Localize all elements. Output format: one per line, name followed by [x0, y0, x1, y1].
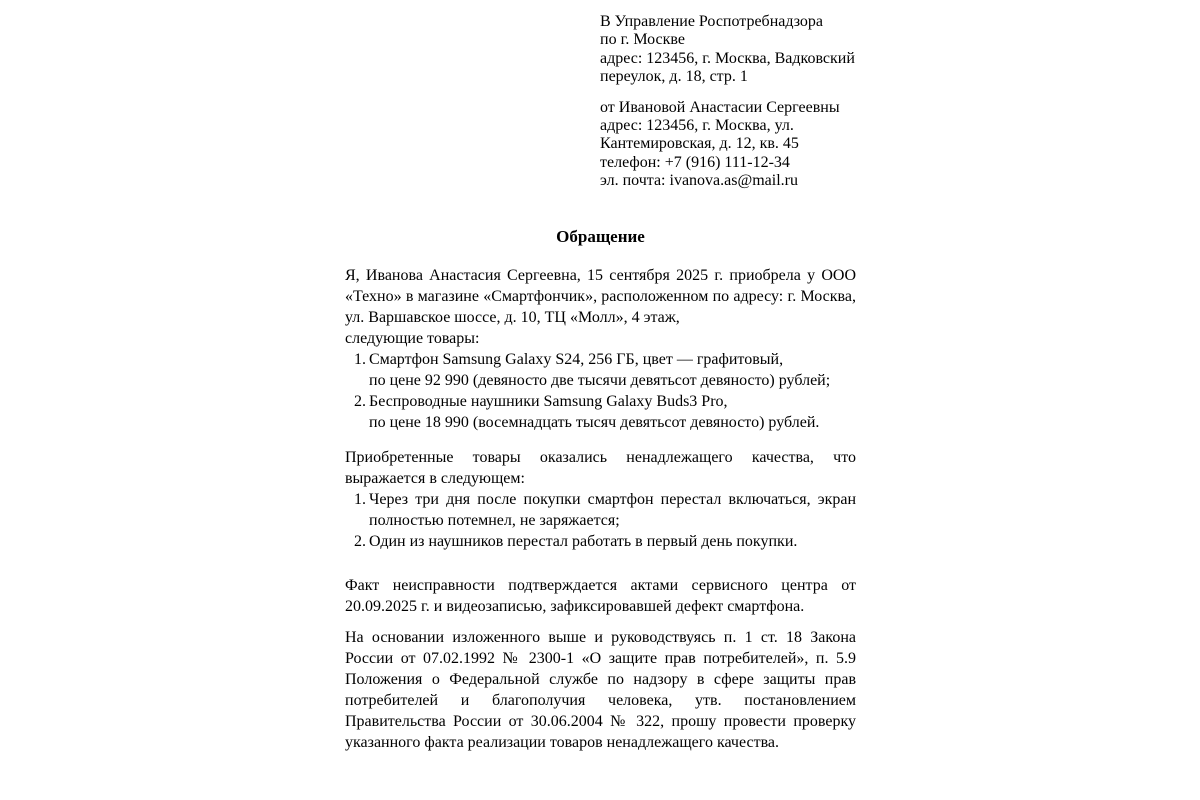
body-line: Правительства России от 30.06.2004 № 322, прошу провести проверку [345, 712, 856, 730]
body-line: Факт неисправности подтверждается актами сервисного центра от [345, 576, 856, 594]
sender-line: от Ивановой Анастасии Сергеевны [600, 98, 840, 116]
body-line: Положения о Федеральной службе по надзору в сфере защиты прав [345, 670, 856, 688]
body-line: потребителей и благополучия человека, утв. постановлением [345, 691, 856, 709]
body-line: следующие товары: [345, 329, 480, 347]
recipient-line: В Управление Роспотребнадзора [600, 13, 824, 30]
evidence-paragraph [345, 575, 856, 617]
recipient-line: по г. Москве [600, 31, 685, 49]
body-line: Приобретенные товары оказались ненадлежащего качества, что [345, 448, 856, 466]
list-item-number: 2. [354, 392, 366, 410]
body-line: указанного факта реализации товаров ненадлежащего качества. [345, 733, 780, 751]
list-item-number: 1. [354, 350, 366, 368]
legal-paragraph [345, 627, 856, 753]
list-item-line: по цене 18 990 (восемнадцать тысяч девятьсот девяносто) рублей. [369, 413, 820, 431]
sender-phone-line: телефон: +7 (916) 111-12-34 [600, 153, 790, 171]
body-line: ул. Варшавское шоссе, д. 10, ТЦ «Молл», 4 этаж, [345, 308, 680, 326]
body-line: «Техно» в магазине «Смартфончик», расположенном по адресу: г. Москва, [345, 287, 856, 305]
list-item-body [369, 531, 856, 552]
list-item [345, 489, 856, 531]
body-line: На основании изложенного выше и руководствуясь п. 1 ст. 18 Закона [345, 628, 856, 646]
sender-line: Кантемировская, д. 12, кв. 45 [600, 135, 799, 153]
defects-paragraph [345, 447, 856, 489]
list-item-line: Один из наушников перестал работать в первый день покупки. [369, 532, 798, 550]
recipient-line: адрес: 123456, г. Москва, Вадковский [600, 49, 855, 67]
body-line: России от 07.02.1992 № 2300-1 «О защите прав потребителей», п. 5.9 [345, 649, 856, 667]
list-item-number: 1. [354, 490, 366, 508]
intro-paragraph [345, 265, 856, 349]
goods-list [345, 349, 856, 433]
list-item-body [369, 391, 856, 433]
sender-email-line: эл. почта: ivanova.as@mail.ru [600, 172, 798, 190]
list-item [345, 349, 856, 391]
list-item-body [369, 349, 856, 391]
list-item-number: 2. [354, 532, 366, 550]
body-line: Я, Иванова Анастасия Сергеевна, 15 сентября 2025 г. приобрела у ООО [345, 266, 856, 284]
list-item-line: полностью потемнел, не заряжается; [369, 511, 620, 529]
sender-line: адрес: 123456, г. Москва, ул. [600, 117, 794, 135]
list-item-body [369, 489, 856, 531]
list-item-line: по цене 92 990 (девяносто две тысячи девятьсот девяносто) рублей; [369, 371, 831, 389]
body-line: выражается в следующем: [345, 469, 525, 487]
list-item [345, 531, 856, 552]
defects-list [345, 489, 856, 552]
list-item-line: Через три дня после покупки смартфон перестал включаться, экран [369, 490, 856, 508]
list-item-line: Беспроводные наушники Samsung Galaxy Buds3 Pro, [369, 392, 728, 410]
document-column [345, 0, 856, 753]
recipient-line: переулок, д. 18, стр. 1 [600, 68, 748, 86]
list-item-line: Смартфон Samsung Galaxy S24, 256 ГБ, цвет — графитовый, [369, 350, 784, 368]
body-line: 20.09.2025 г. и видеозаписью, зафиксировавшей дефект смартфона. [345, 597, 805, 615]
recipient-block [600, 0, 856, 87]
list-item [345, 391, 856, 433]
sender-block [600, 99, 856, 191]
document-title: Обращение [556, 226, 645, 246]
